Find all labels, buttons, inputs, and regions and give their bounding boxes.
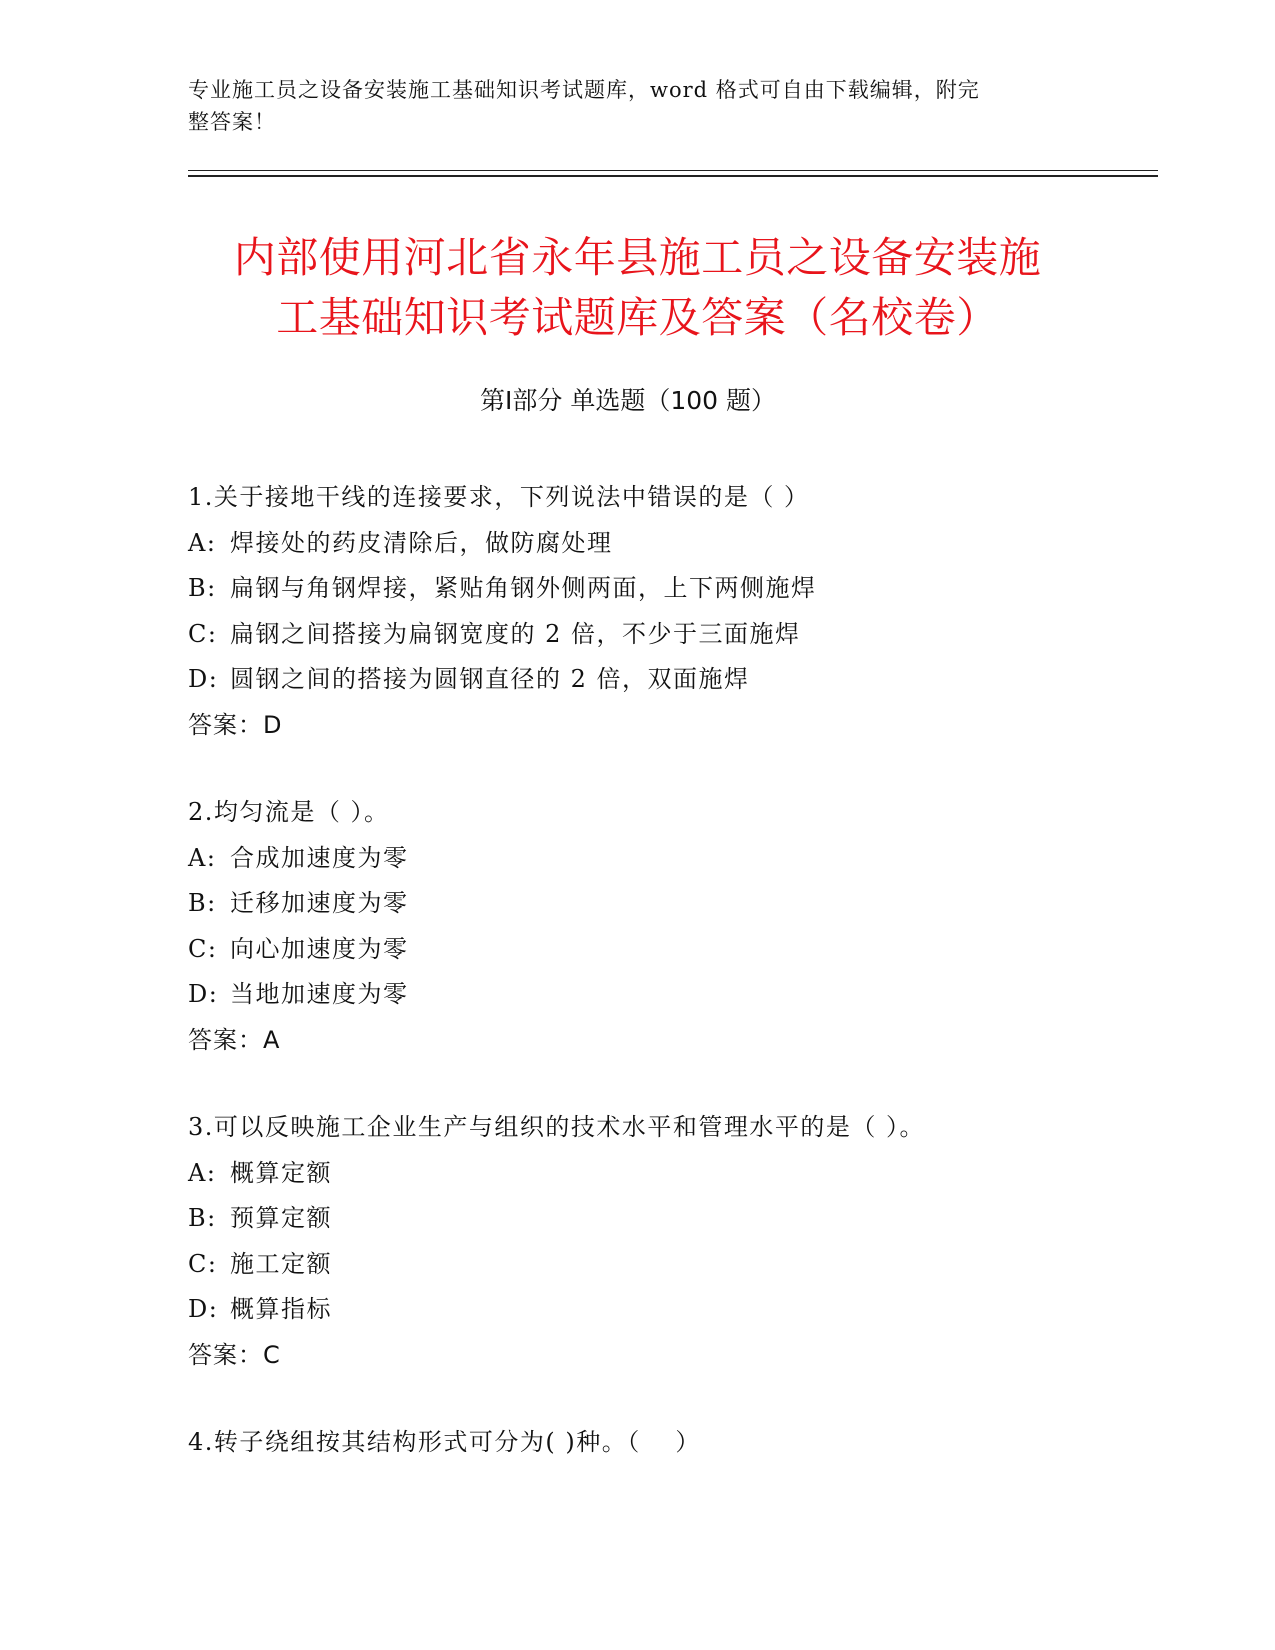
option-key: B:: [188, 1204, 217, 1232]
option-c: [188, 1242, 1148, 1288]
header-note: [188, 74, 1068, 138]
question-3: [188, 1105, 1148, 1378]
document-title-line-2: 工基础知识考试题库及答案（名校卷）: [276, 293, 999, 342]
option-text: 预算定额: [230, 1204, 332, 1232]
header-note-line-1: 专业施工员之设备安装施工基础知识考试题库，word 格式可自由下载编辑，附完: [188, 78, 980, 102]
option-d: [188, 1287, 1148, 1333]
option-text: 向心加速度为零: [230, 934, 409, 963]
option-text: 迁移加速度为零: [230, 889, 409, 917]
option-key: A:: [188, 843, 217, 872]
option-text: 概算定额: [230, 1158, 332, 1187]
option-key: B:: [188, 889, 217, 917]
option-b: [188, 566, 1148, 612]
header-note-line-2: 整答案！: [188, 110, 276, 134]
option-key: C:: [188, 619, 218, 648]
question-2: [188, 790, 1148, 1063]
option-key: A:: [188, 528, 217, 557]
document-title: [150, 228, 1125, 348]
option-text: 当地加速度为零: [230, 980, 409, 1008]
option-key: D:: [188, 980, 219, 1008]
answer: 答案：C: [188, 1340, 281, 1369]
option-key: C:: [188, 934, 218, 963]
option-b: [188, 881, 1148, 927]
option-a: [188, 521, 1148, 567]
question-stem: 2.均匀流是（ ）。: [188, 798, 390, 826]
question-4: [188, 1420, 1148, 1466]
header-rule-thick: [188, 175, 1158, 177]
question-stem: 3.可以反映施工企业生产与组织的技术水平和管理水平的是（ ）。: [188, 1113, 926, 1141]
answer: 答案：D: [188, 710, 283, 739]
option-d: [188, 657, 1148, 703]
option-c: [188, 927, 1148, 973]
option-key: D:: [188, 1295, 219, 1323]
option-c: [188, 612, 1148, 658]
answer: 答案：A: [188, 1025, 281, 1054]
option-d: [188, 972, 1148, 1018]
document-title-line-1: 内部使用河北省永年县施工员之设备安装施: [233, 233, 1042, 282]
option-text: 施工定额: [230, 1249, 332, 1278]
option-text: 扁钢与角钢焊接，紧贴角钢外侧两面，上下两侧施焊: [230, 574, 817, 602]
option-key: B:: [188, 574, 217, 602]
option-key: D:: [188, 665, 219, 693]
question-stem: 4.转子绕组按其结构形式可分为( )种。（ ）: [188, 1428, 701, 1456]
question-1: [188, 475, 1148, 748]
option-text: 概算指标: [230, 1295, 332, 1323]
option-key: A:: [188, 1158, 217, 1187]
option-key: C:: [188, 1249, 218, 1278]
question-list: [188, 475, 1148, 1508]
option-b: [188, 1196, 1148, 1242]
option-text: 圆钢之间的搭接为圆钢直径的 2 倍，双面施焊: [230, 665, 750, 693]
section-heading: 第Ⅰ部分 单选题（100 题）: [480, 386, 776, 415]
option-a: [188, 836, 1148, 882]
header-rule-thin: [188, 170, 1158, 171]
option-a: [188, 1151, 1148, 1197]
option-text: 扁钢之间搭接为扁钢宽度的 2 倍，不少于三面施焊: [230, 619, 801, 648]
option-text: 焊接处的药皮清除后，做防腐处理: [230, 528, 613, 557]
option-text: 合成加速度为零: [230, 843, 409, 872]
question-stem: 1.关于接地干线的连接要求，下列说法中错误的是（ ）: [188, 483, 810, 511]
